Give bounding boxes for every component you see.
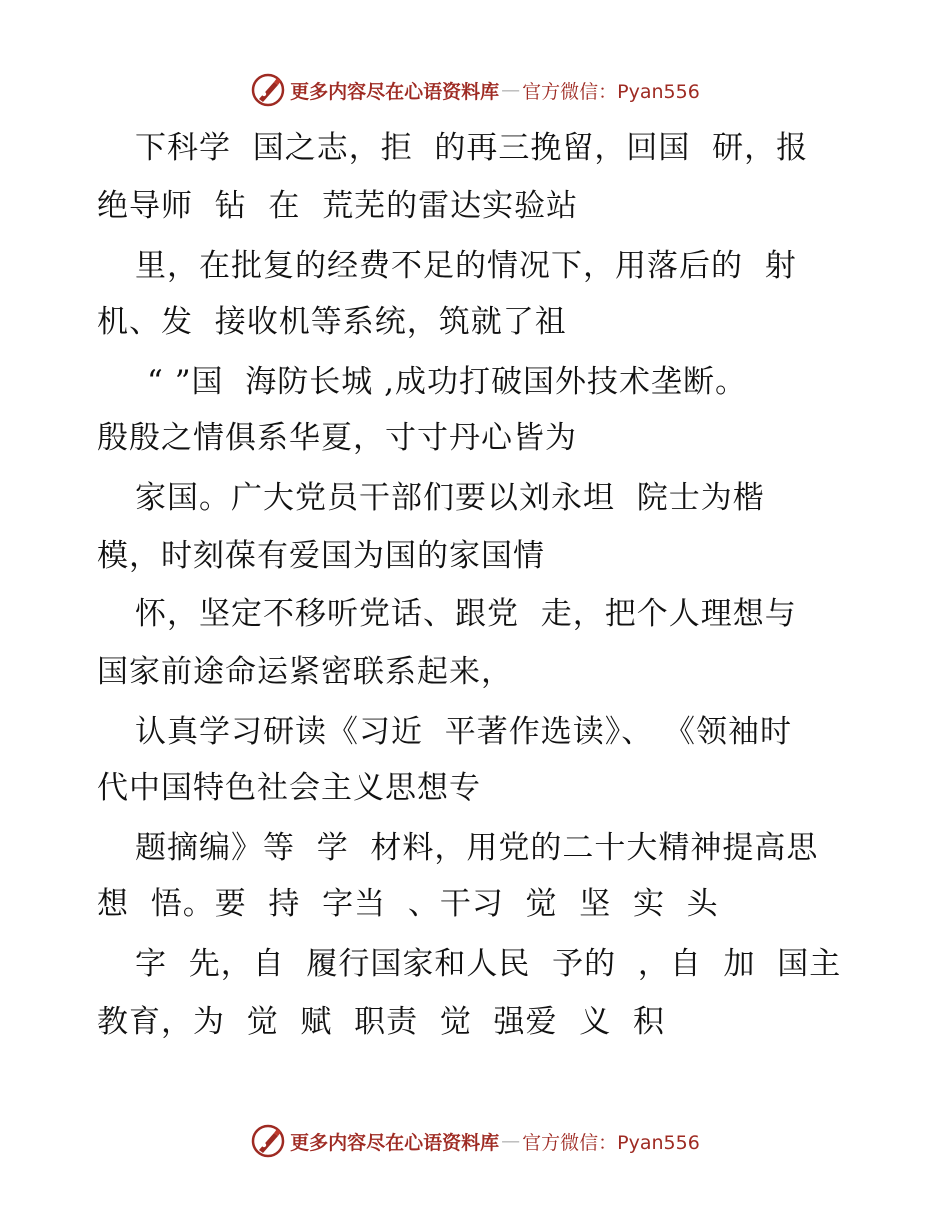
paragraph-line: 教育，为 觉 赋 职责 觉 强爱 义 积	[97, 1004, 665, 1040]
paragraph-line: 代中国特色社会主义思想专	[97, 770, 481, 806]
paragraph-line: 认真学习研读《习近 平著作选读》、 《领袖时	[135, 714, 793, 750]
paragraph-line: 殷殷之情俱系华夏，寸寸丹心皆为	[97, 420, 577, 456]
banner-title: 更多内容尽在心语资料库	[290, 80, 500, 103]
pen-logo-icon	[250, 1123, 286, 1159]
pen-logo-icon	[250, 72, 286, 108]
paragraph-line: 国家前途命运紧密联系起来，	[97, 654, 513, 690]
header-banner	[0, 70, 950, 110]
paragraph-line: 想 悟。要 持 字当 、干习 觉 坚 实 头	[97, 886, 719, 922]
footer-banner	[0, 1121, 950, 1161]
paragraph-line: 怀，坚定不移听党话、跟党 走，把个人理想与	[135, 596, 797, 632]
paragraph-line: 里，在批复的经费不足的情况下，用落后的 射	[135, 248, 797, 284]
banner-account: 官方微信：Pyan556	[522, 1131, 700, 1154]
paragraph-line: 模，时刻葆有爱国为国的家国情	[97, 538, 545, 574]
paragraph-line: 家国。广大党员干部们要以刘永坦 院士为楷	[135, 480, 765, 516]
banner-dash: —	[501, 79, 521, 101]
paragraph-line: “ ”国 海防长城 ,成功打破国外技术垄断。	[147, 364, 747, 400]
paragraph-line: 机、发 接收机等系统，筑就了祖	[97, 304, 567, 340]
paragraph-line: 字 先，自 履行国家和人民 予的 ，自 加 国主	[135, 946, 842, 982]
paragraph-line: 绝导师 钻 在 荒芜的雷达实验站	[97, 188, 579, 224]
paragraph-line: 下科学 国之志，拒 的再三挽留，回国 研，报	[135, 130, 809, 166]
banner-dash: —	[501, 1130, 521, 1152]
paragraph-line: 题摘编》等 学 材料，用党的二十大精神提高思	[135, 830, 819, 866]
banner-account: 官方微信：Pyan556	[522, 80, 700, 103]
banner-title: 更多内容尽在心语资料库	[290, 1131, 500, 1154]
